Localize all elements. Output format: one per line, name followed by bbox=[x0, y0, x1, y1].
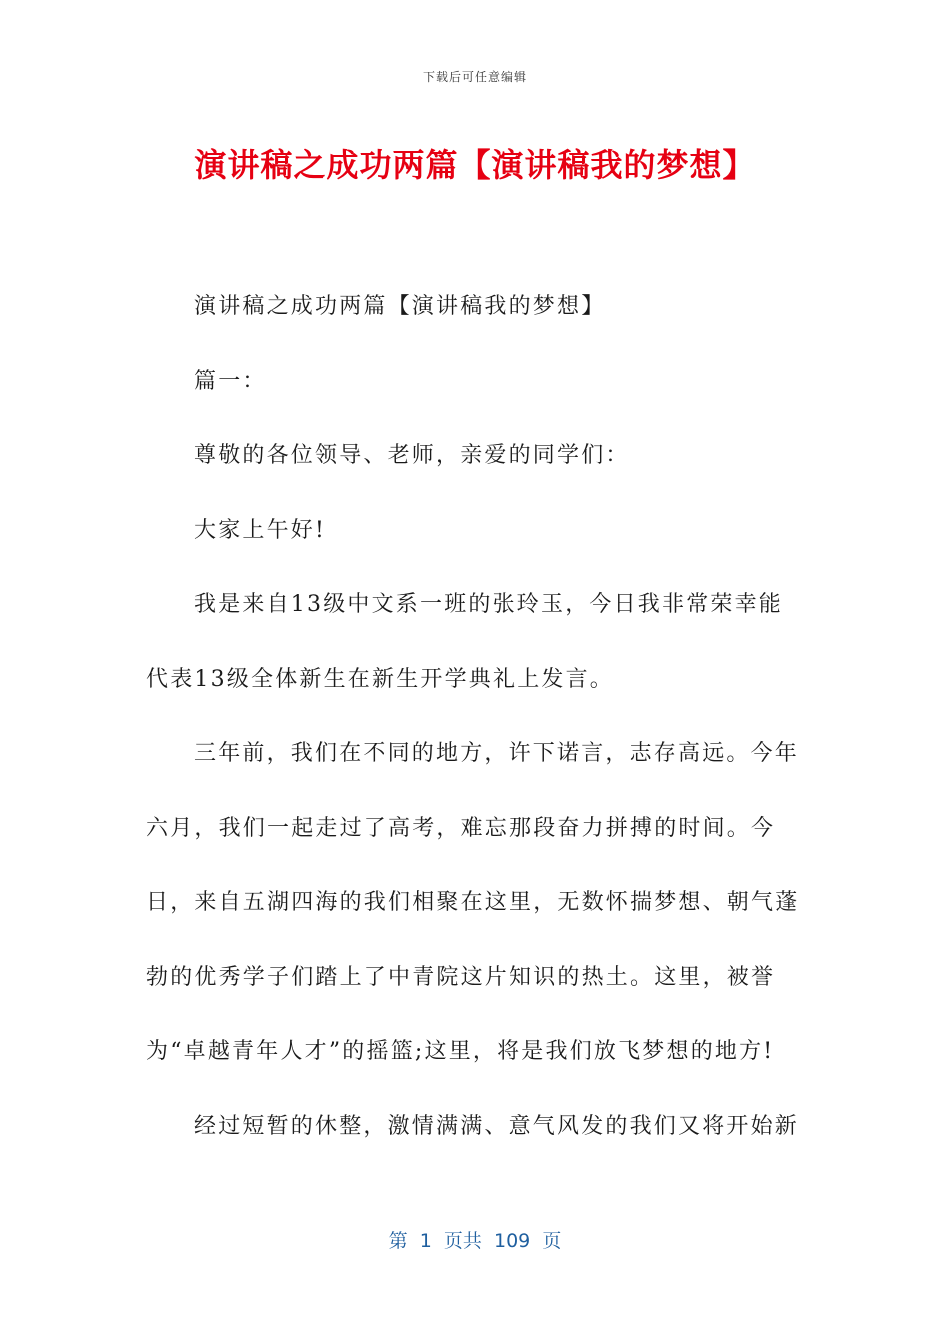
paragraph-section-label: 篇一： bbox=[194, 368, 267, 394]
header-note: 下载后可任意编辑 bbox=[422, 70, 527, 84]
paragraph-after-rest: 经过短暂的休整，激情满满、意气风发的我们又将开始新 bbox=[194, 1113, 800, 1139]
paragraph-three-years-ago: 三年前，我们在不同的地方，许下诺言，志存高远。今年六月，我们一起走过了高考，难忘那段奋力拼搏的时间。今日，来自五湖四海的我们相聚在这里，无数怀揣梦想、朝气蓬勃的优秀学子们踏上了中青院这片知识的热土。这里，被誉为“卓越青年人才”的摇篮;这里，将是我们放飞梦想的地方! bbox=[146, 741, 800, 1064]
paragraph-subtitle: 演讲稿之成功两篇【演讲稿我的梦想】 bbox=[194, 294, 606, 319]
paragraph-introduction: 我是来自13级中文系一班的张玲玉，今日我非常荣幸能代表13级全体新生在新生开学典礼上发言。 bbox=[146, 592, 783, 692]
document-title: 演讲稿之成功两篇【演讲稿我的梦想】 bbox=[194, 146, 756, 184]
document-body bbox=[146, 270, 806, 1164]
page-number-footer: 第 1 页共 109 页 bbox=[388, 1230, 562, 1252]
paragraph-salutation: 尊敬的各位领导、老师，亲爱的同学们： bbox=[194, 443, 630, 468]
paragraph-greeting: 大家上午好! bbox=[194, 517, 327, 543]
